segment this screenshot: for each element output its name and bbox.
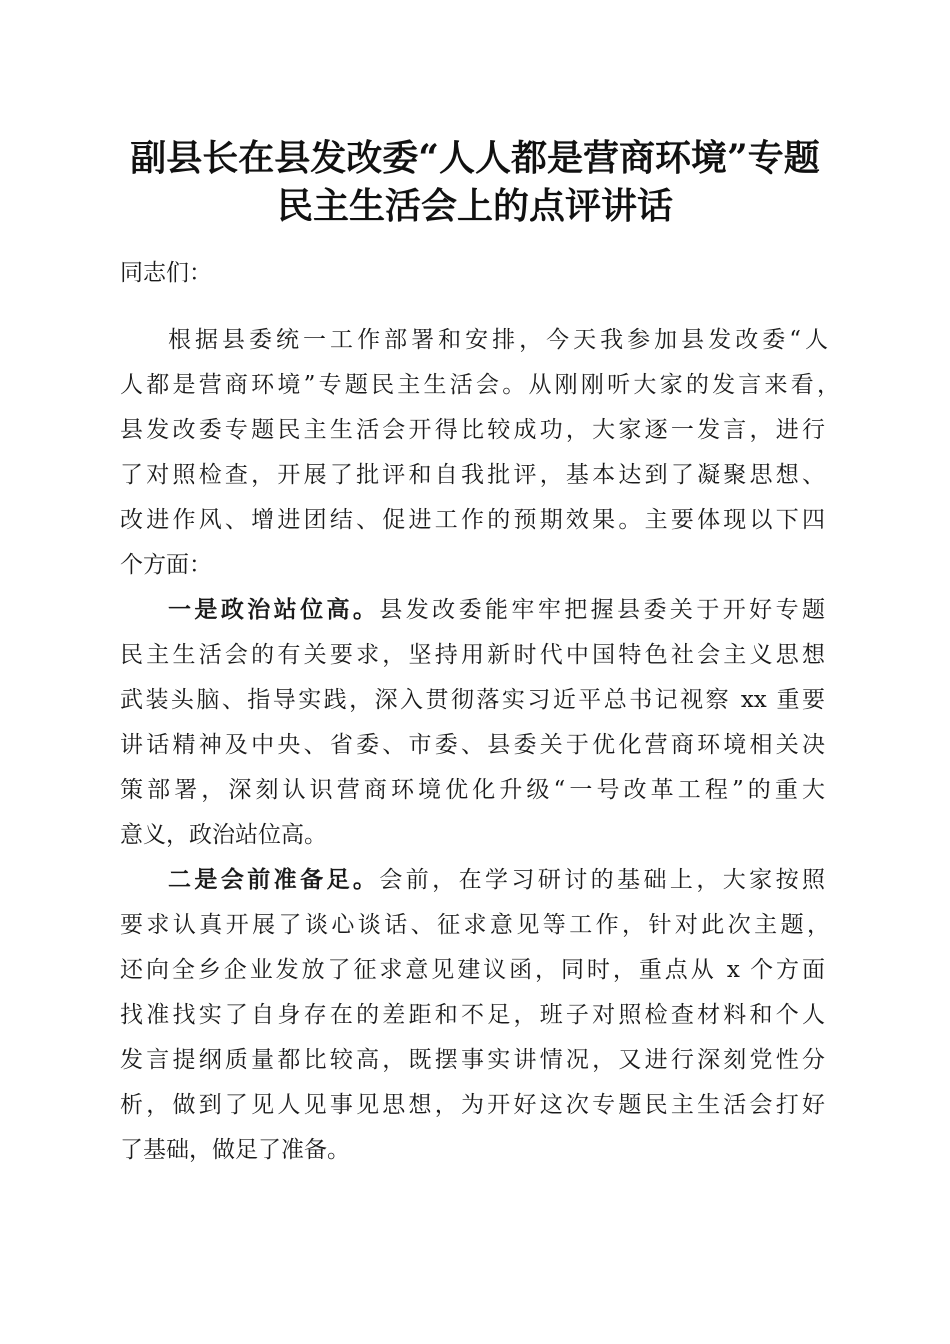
paragraph-2-line-3: 武装头脑、指导实践，深入贯彻落实习近平总书记视察 xx 重要 xyxy=(120,687,825,713)
paragraph-1-line-5: 改进作风、增进团结、促进工作的预期效果。主要体现以下四 xyxy=(120,507,825,533)
paragraph-1-line-3: 县发改委专题民主生活会开得比较成功，大家逐一发言，进行 xyxy=(120,417,825,443)
salutation: 同志们： xyxy=(120,260,212,286)
document-title-line-1: 副县长在县发改委“人人都是营商环境”专题 xyxy=(130,137,820,179)
paragraph-3-line-4: 找准找实了自身存在的差距和不足，班子对照检查材料和个人 xyxy=(120,1002,825,1028)
paragraph-1-line-1: 根据县委统一工作部署和安排，今天我参加县发改委“人 xyxy=(168,327,828,353)
paragraph-3-line-7: 了基础，做足了准备。 xyxy=(120,1137,350,1163)
paragraph-3-line-3: 还向全乡企业发放了征求意见建议函，同时，重点从 x 个方面 xyxy=(120,957,825,983)
paragraph-2-lead: 一是政治站位高。 xyxy=(168,596,380,623)
paragraph-2-line-2: 民主生活会的有关要求，坚持用新时代中国特色社会主义思想 xyxy=(120,642,825,668)
paragraph-3-lead: 二是会前准备足。 xyxy=(168,866,380,893)
paragraph-3-line-1 xyxy=(168,865,825,895)
document-title-line-2: 民主生活会上的点评讲话 xyxy=(276,185,673,227)
paragraph-3-line-1-text: 会前，在学习研讨的基础上，大家按照 xyxy=(379,867,826,893)
paragraph-2-line-1-text: 县发改委能牢牢把握县委关于开好专题 xyxy=(379,597,826,623)
paragraph-2-line-5: 策部署，深刻认识营商环境优化升级“一号改革工程”的重大 xyxy=(120,777,825,803)
paragraph-3-line-6: 析，做到了见人见事见思想，为开好这次专题民主生活会打好 xyxy=(120,1092,825,1118)
paragraph-3-line-2: 要求认真开展了谈心谈话、征求意见等工作，针对此次主题， xyxy=(120,912,830,938)
paragraph-3-line-5: 发言提纲质量都比较高，既摆事实讲情况，又进行深刻党性分 xyxy=(120,1047,825,1073)
paragraph-1-line-2: 人都是营商环境”专题民主生活会。从刚刚听大家的发言来看， xyxy=(120,372,840,398)
paragraph-1-line-4: 了对照检查，开展了批评和自我批评，基本达到了凝聚思想、 xyxy=(120,462,825,488)
paragraph-2-line-4: 讲话精神及中央、省委、市委、县委关于优化营商环境相关决 xyxy=(120,732,825,758)
paragraph-2-line-1 xyxy=(168,595,825,625)
paragraph-1-line-6: 个方面： xyxy=(120,552,212,578)
paragraph-2-line-6: 意义，政治站位高。 xyxy=(120,822,327,848)
